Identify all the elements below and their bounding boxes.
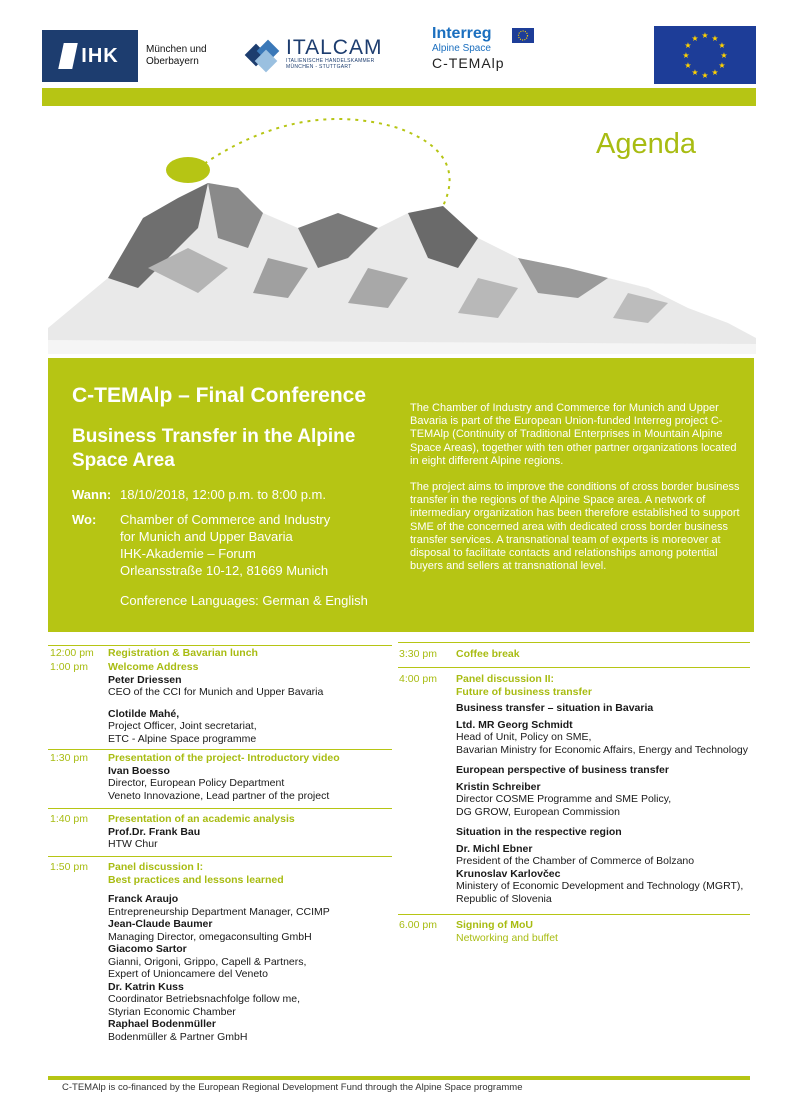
divider (48, 808, 392, 809)
agenda-title: Signing of MoU (456, 919, 533, 931)
speaker-detail: Bodenmüller & Partner GmbH (108, 1030, 248, 1043)
speaker-detail: Styrian Economic Chamber (108, 1005, 236, 1018)
speaker-name: Prof.Dr. Frank Bau (108, 825, 201, 838)
eu-flag-icon (654, 26, 756, 84)
interreg-title: Interreg (432, 25, 492, 42)
footer-accent-bar (48, 1076, 750, 1080)
agenda-title: Future of business transfer (456, 685, 592, 698)
speaker-detail: Director COSME Programme and SME Policy, (456, 793, 672, 805)
speaker-detail: HTW Chur (108, 838, 158, 850)
italcam-cube-icon (246, 39, 280, 69)
speaker-name: Jean-Claude Baumer (108, 918, 213, 930)
svg-text:★: ★ (718, 61, 726, 70)
agenda-title: Welcome Address (108, 661, 199, 673)
speaker-detail: Gianni, Origoni, Grippo, Capell & Partners, (108, 955, 307, 968)
header-accent-bar (42, 88, 756, 106)
speaker-detail: President of the Chamber of Commerce of Bolzano (456, 855, 695, 867)
divider (48, 856, 392, 857)
speaker-detail: Coordinator Betriebsnachfolge follow me, (108, 993, 301, 1005)
speaker-detail: Head of Unit, Policy on SME, (456, 731, 592, 743)
agenda-heading: Agenda (596, 128, 696, 160)
wann-label: Wann: (72, 487, 112, 502)
speaker-detail: ETC - Alpine Space programme (108, 732, 257, 745)
svg-text:★: ★ (691, 68, 699, 77)
venue-address (120, 511, 330, 579)
italcam-sub-line1: ITALIENISCHE HANDELSKAMMER (286, 58, 375, 64)
speaker-name: Dr. Michl Ebner (456, 842, 533, 855)
panel-topic: Situation in the respective region (456, 826, 622, 838)
speaker-name: Peter Driessen (108, 673, 182, 686)
agenda-time: 12:00 pm (50, 647, 94, 659)
venue-line: Orleansstraße 10-12, 81669 Munich (120, 563, 329, 578)
divider (48, 749, 392, 750)
ihk-logo-sub-line2: Oberbayern (146, 56, 199, 67)
agenda-subtitle: Networking and buffet (456, 931, 558, 944)
description-paragraph: The Chamber of Industry and Commerce for Munich and Upper Bavaria is part of the European Union-funded Interreg project C-TEMAlp (Continuity of Traditional Enterprises in Mountain Alpine Space Areas), together with ten other partner organizations located in eight different Alpine regions. (410, 402, 737, 467)
agenda-title: Panel discussion II: (456, 673, 555, 685)
speaker-detail: Managing Director, omegaconsulting GmbH (108, 930, 312, 943)
svg-text:★: ★ (711, 68, 719, 77)
agenda-time: 6.00 pm (399, 919, 437, 931)
interreg-sub: Alpine Space (432, 43, 491, 54)
speaker-name: Dr. Katrin Kuss (108, 980, 184, 993)
venue-line: Chamber of Commerce and Industry (120, 512, 331, 527)
speaker-detail: Veneto Innovazione, Lead partner of the project (108, 789, 330, 802)
divider (398, 642, 750, 643)
eu-flag-small-icon (512, 28, 534, 43)
ihk-logo-abbr: IHK (81, 44, 119, 67)
svg-text:★: ★ (684, 61, 692, 70)
svg-text:★: ★ (691, 34, 699, 43)
divider (398, 667, 750, 668)
wo-label: Wo: (72, 512, 97, 527)
venue-line: IHK-Akademie – Forum (120, 546, 256, 561)
svg-text:★: ★ (701, 31, 709, 40)
interreg-project: C-TEMAlp (432, 55, 505, 71)
speaker-detail: Ministery of Economic Development and Technology (MGRT), (456, 880, 744, 892)
svg-text:★: ★ (720, 51, 728, 60)
speaker-detail: DG GROW, European Commission (456, 805, 620, 818)
speaker-name: Ivan Boesso (108, 764, 170, 777)
agenda-time: 1:00 pm (50, 661, 88, 673)
speaker-detail: Project Officer, Joint secretariat, (108, 720, 257, 732)
project-description (410, 402, 740, 586)
svg-text:★: ★ (718, 41, 726, 50)
wann-value: 18/10/2018, 12:00 p.m. to 8:00 p.m. (120, 487, 326, 502)
agenda-time: 4:00 pm (399, 673, 437, 685)
svg-text:★: ★ (684, 41, 692, 50)
agenda-title: Coffee break (456, 648, 520, 660)
svg-text:★: ★ (701, 71, 709, 80)
italcam-logo (246, 34, 396, 74)
divider (398, 914, 750, 915)
agenda-time: 1:30 pm (50, 752, 88, 764)
footer-note: C-TEMAlp is co-financed by the European Regional Development Fund through the Alpine Space programme (62, 1082, 523, 1093)
speaker-name: Raphael Bodenmüller (108, 1018, 216, 1030)
panel-topic: Business transfer – situation in Bavaria (456, 702, 654, 714)
agenda-title: Best practices and lessons learned (108, 873, 284, 886)
italcam-sub-line2: MÜNCHEN - STUTTGART (286, 64, 352, 70)
speaker-name: Krunoslav Karlovčec (456, 867, 561, 880)
italcam-name: ITALCAM (286, 36, 383, 59)
conference-languages: Conference Languages: German & English (120, 593, 368, 608)
speaker-detail: Republic of Slovenia (456, 892, 552, 905)
svg-text:★: ★ (711, 34, 719, 43)
divider (48, 645, 392, 646)
agenda-time: 1:40 pm (50, 813, 88, 825)
ihk-logo (42, 30, 214, 82)
venue-line: for Munich and Upper Bavaria (120, 529, 293, 544)
speaker-name: Ltd. MR Georg Schmidt (456, 718, 573, 731)
description-paragraph: The project aims to improve the conditions of cross border business transfer in the regions of the Alpine Space area. A network of intermediary organization has been therefore established to support SME of the concerned area with dedicated cross border business transfer services. A transnational team of experts is moreover at disposal to facilitate contacts and relationships among potential buyers and sellers at transnational level. (410, 481, 740, 573)
speaker-detail: CEO of the CCI for Munich and Upper Bavaria (108, 686, 324, 698)
ihk-logo-sub-line1: München und (146, 44, 207, 55)
ihk-mark-icon (59, 43, 79, 69)
speaker-name: Clotilde Mahé, (108, 707, 180, 720)
speaker-detail: Bavarian Ministry for Economic Affairs, Energy and Technology (456, 743, 749, 756)
speaker-name: Franck Araujo (108, 893, 179, 905)
agenda-title: Presentation of an academic analysis (108, 813, 295, 825)
speaker-detail: Director, European Policy Department (108, 777, 285, 789)
speaker-name: Giacomo Sartor (108, 943, 187, 955)
agenda-title: Panel discussion I: (108, 861, 204, 873)
agenda-time: 3:30 pm (399, 648, 437, 660)
panel-topic: European perspective of business transfer (456, 764, 669, 776)
speaker-name: Kristin Schreiber (456, 780, 541, 793)
agenda-title: Presentation of the project- Introductory video (108, 752, 340, 764)
conference-subtitle: Business Transfer in the Alpine Space Area (72, 426, 356, 471)
agenda-title: Registration & Bavarian lunch (108, 647, 258, 659)
speaker-detail: Expert of Unioncamere del Veneto (108, 968, 268, 980)
conference-title: C-TEMAlp – Final Conference (72, 384, 367, 407)
speaker-detail: Entrepreneurship Department Manager, CCIMP (108, 905, 330, 918)
agenda-time: 1:50 pm (50, 861, 88, 873)
svg-text:★: ★ (682, 51, 690, 60)
